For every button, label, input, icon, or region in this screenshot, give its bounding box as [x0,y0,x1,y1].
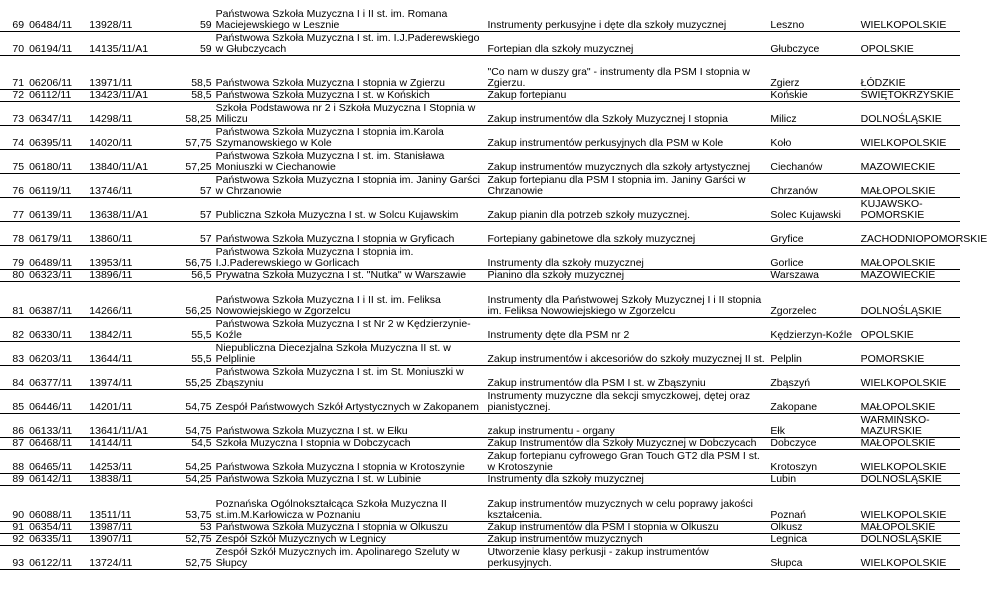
school-name-cell: Zespół Państwowych Szkół Artystycznych w Zakopanem [215,401,479,413]
file-signature-cell: 13724/11 [89,557,133,569]
task-title-cell: Pianino dla szkoły muzycznej [487,269,625,281]
table-row [0,282,960,318]
row-number-cell: 79 [12,257,25,269]
table-row [0,318,960,342]
score-cell: 57 [199,233,212,245]
task-title-cell: Zakup instrumentów i akcesoriów do szkoły muzycznej II st. [487,353,765,365]
application-number-cell: 06489/11 [29,257,73,269]
task-title-cell: Zakup Instrumentów dla Szkoły Muzycznej w Dobczycach [487,437,757,449]
row-number-cell: 89 [12,473,25,485]
file-signature-cell: 13840/11/A1 [89,161,149,173]
score-cell: 56,5 [191,269,212,281]
task-title-cell: Utworzenie klasy perkusji - zakup instrumentów perkusyjnych. [487,546,709,569]
row-number-cell: 70 [12,42,25,55]
city-cell: Poznań [770,509,806,521]
file-signature-cell: 13842/11 [89,329,133,341]
table-row [0,246,960,270]
score-cell: 54,75 [185,425,212,437]
file-signature-cell: 14144/11 [89,437,133,449]
application-number-cell: 06119/11 [29,185,72,197]
score-cell: 59 [199,18,212,31]
row-number-cell: 81 [12,305,25,317]
row-number-cell: 90 [12,509,25,521]
score-cell: 57 [199,209,212,221]
score-cell: 53 [199,521,212,533]
file-signature-cell: 13838/11 [89,473,133,485]
row-number-cell: 71 [12,77,25,89]
voivodeship-cell: ŚWIĘTOKRZYSKIE [860,89,954,101]
voivodeship-cell: MAZOWIECKIE [860,269,936,281]
application-number-cell: 06133/11 [29,425,73,437]
application-number-cell: 06088/11 [29,509,73,521]
file-signature-cell: 13511/11 [89,509,132,521]
application-number-cell: 06112/11 [29,89,72,101]
school-name-cell: Państwowa Szkoła Muzyczna I stopnia im.Karola Szymanowskiego w Kole [215,126,444,149]
city-cell: Zakopane [770,401,818,413]
table-row [0,390,960,414]
table-row [0,222,960,246]
task-title-cell: Zakup instrumentów dla PSM I stopnia w Olkuszu [487,521,719,533]
row-number-cell: 92 [12,533,25,545]
table-row [0,90,960,102]
task-title-cell: Zakup fortepianu dla PSM I stopnia im. Janiny Garści w Chrzanowie [487,174,746,197]
voivodeship-cell: WIELKOPOLSKIE [860,137,947,149]
table-row [0,534,960,546]
task-title-cell: Zakup fortepianu cyfrowego Gran Touch GT2 dla PSM I st. w Krotoszynie [487,450,760,473]
score-cell: 56,25 [185,305,212,317]
table-row [0,174,960,198]
table-row [0,0,960,31]
city-cell: Dobczyce [770,437,817,449]
file-signature-cell: 14020/11 [89,137,133,149]
table-row [0,522,960,534]
city-cell: Leszno [770,18,805,31]
city-cell: Gorlice [770,257,804,269]
voivodeship-cell: MAŁOPOLSKIE [860,185,936,197]
score-cell: 57,25 [185,161,212,173]
voivodeship-cell: MAŁOPOLSKIE [860,437,936,449]
city-cell: Zbąszyń [770,377,811,389]
school-name-cell: Państwowa Szkoła Muzyczna I stopnia w Gryficach [215,233,455,245]
application-number-cell: 06122/11 [29,557,73,569]
application-number-cell: 06387/11 [29,305,73,317]
table-row [0,366,960,390]
spacer-cell [0,55,960,67]
city-cell: Kędzierzyn-Koźle [770,329,853,341]
task-title-cell: Zakup instrumentów dla PSM I st. w Zbąszyniu [487,377,706,389]
school-name-cell: Państwowa Szkoła Muzyczna I st. im. Stanisława Moniuszki w Ciechanowie [215,150,445,173]
row-number-cell: 84 [12,377,25,389]
score-cell: 54,75 [185,401,212,413]
city-cell: Warszawa [770,269,819,281]
application-number-cell: 06377/11 [29,377,73,389]
school-name-cell: Zespół Szkół Muzycznych w Legnicy [215,533,387,545]
application-number-cell: 06354/11 [29,521,73,533]
file-signature-cell: 13638/11/A1 [89,209,149,221]
application-number-cell: 06335/11 [29,533,73,545]
city-cell: Koło [770,137,792,149]
score-cell: 55,5 [191,353,212,365]
voivodeship-cell: DOLNOŚLĄSKIE [860,533,942,545]
school-name-cell: Niepubliczna Diecezjalna Szkoła Muzyczna II st. w Pelplinie [215,342,451,365]
file-signature-cell: 13928/11 [89,18,133,31]
application-number-cell: 06139/11 [29,209,73,221]
school-name-cell: Państwowa Szkoła Muzyczna I stopnia w Olkuszu [215,521,448,533]
school-name-cell: Państwowa Szkoła Muzyczna I st. w Końskich [215,89,430,101]
city-cell: Głubczyce [770,42,820,55]
task-title-cell: Zakup fortepianu [487,89,567,101]
voivodeship-cell: MAŁOPOLSKIE [860,401,936,413]
row-number-cell: 73 [12,113,25,125]
file-signature-cell: 13907/11 [89,533,133,545]
voivodeship-cell: ZACHODNIOPOMORSKIE [860,233,987,245]
task-title-cell: Instrumenty dla szkoły muzycznej [487,473,644,485]
file-signature-cell: 13987/11 [89,521,133,533]
spacer-row [0,55,960,67]
school-name-cell: Państwowa Szkoła Muzyczna I stopnia im. I.J.Paderewskiego w Gorlicach [215,246,414,269]
score-cell: 58,25 [185,113,212,125]
file-signature-cell: 13896/11 [89,269,133,281]
city-cell: Zgorzelec [770,305,817,317]
city-cell: Legnica [770,533,808,545]
voivodeship-cell: DOLNOŚLĄSKIE [860,473,942,485]
school-name-cell: Państwowa Szkoła Muzyczna I stopnia im. Janiny Garści w Chrzanowie [215,174,480,197]
voivodeship-cell: WIELKOPOLSKIE [860,18,947,31]
city-cell: Słupca [770,557,803,569]
task-title-cell: Zakup instrumentów muzycznych w celu poprawy jakości kształcenia. [487,498,754,521]
task-title-cell: zakup instrumentu - organy [487,425,615,437]
row-number-cell: 93 [12,557,25,569]
application-number-cell: 06446/11 [29,401,73,413]
school-name-cell: Państwowa Szkoła Muzyczna I st. w Ełku [215,425,408,437]
row-number-cell: 91 [12,521,25,533]
application-number-cell: 06142/11 [29,473,73,485]
score-cell: 54,25 [185,473,212,485]
application-number-cell: 06468/11 [29,437,73,449]
voivodeship-cell: WIELKOPOLSKIE [860,509,947,521]
task-title-cell: Zakup instrumentów perkusyjnych dla PSM w Kole [487,137,724,149]
file-signature-cell: 13641/11/A1 [89,425,149,437]
voivodeship-cell: MAZOWIECKIE [860,161,936,173]
file-signature-cell: 13974/11 [89,377,133,389]
voivodeship-cell: KUJAWSKO-POMORSKIE [860,198,925,221]
school-name-cell: Państwowa Szkoła Muzyczna I i II st. im. Feliksa Nowowiejskiego w Zgorzelcu [215,294,441,317]
city-cell: Milicz [770,113,797,125]
file-signature-cell: 13644/11 [89,353,133,365]
task-title-cell: Instrumenty dęte dla PSM nr 2 [487,329,630,341]
city-cell: Końskie [770,89,808,101]
table-row [0,102,960,126]
task-title-cell: Zakup pianin dla potrzeb szkoły muzycznej. [487,209,690,221]
city-cell: Ciechanów [770,161,823,173]
application-number-cell: 06206/11 [29,77,73,89]
school-name-cell: Publiczna Szkoła Muzyczna I st. w Solcu Kujawskim [215,209,459,221]
application-number-cell: 06179/11 [29,233,73,245]
row-number-cell: 72 [12,89,25,101]
school-name-cell: Państwowa Szkoła Muzyczna I st. w Lubinie [215,473,422,485]
score-cell: 57 [199,185,212,197]
table-row [0,126,960,150]
application-number-cell: 06180/11 [29,161,73,173]
row-number-cell: 83 [12,353,25,365]
city-cell: Lubin [770,473,797,485]
row-number-cell: 88 [12,461,25,473]
score-cell: 55,25 [185,377,212,389]
task-title-cell: Zakup instrumentów muzycznych [487,533,643,545]
voivodeship-cell: OPOLSKIE [860,329,914,341]
task-title-cell: Instrumenty dla szkoły muzycznej [487,257,644,269]
task-title-cell: "Co nam w duszy gra" - instrumenty dla PSM I stopnia w Zgierzu. [487,66,750,89]
application-number-cell: 06347/11 [29,113,73,125]
table-row [0,198,960,222]
voivodeship-cell: WARMIŃSKO-MAZURSKIE [860,414,930,437]
row-number-cell: 80 [12,269,25,281]
file-signature-cell: 13860/11 [89,233,133,245]
score-cell: 54,5 [191,437,212,449]
task-title-cell: Fortepian dla szkoły muzycznej [487,42,634,55]
task-title-cell: Zakup instrumentów dla Szkoły Muzycznej I stopnia [487,113,728,125]
voivodeship-cell: DOLNOŚLĄSKIE [860,113,942,125]
school-name-cell: Państwowa Szkoła Muzyczna I i II st. im. Romana Maciejewskiego w Lesznie [215,7,448,31]
row-number-cell: 69 [12,18,25,31]
table-row [0,450,960,474]
city-cell: Gryfice [770,233,804,245]
school-name-cell: Zespół Szkół Muzycznych im. Apolinarego Szeluty w Słupcy [215,546,460,569]
table-row [0,438,960,450]
score-cell: 55,5 [191,329,212,341]
row-number-cell: 85 [12,401,25,413]
score-cell: 52,75 [185,533,212,545]
table-row [0,486,960,522]
task-title-cell: Instrumenty perkusyjne i dęte dla szkoły muzycznej [487,18,727,31]
file-signature-cell: 14201/11 [89,401,133,413]
table-row [0,31,960,55]
file-signature-cell: 13971/11 [89,77,133,89]
voivodeship-cell: WIELKOPOLSKIE [860,557,947,569]
row-number-cell: 77 [12,209,25,221]
city-cell: Solec Kujawski [770,209,841,221]
task-title-cell: Instrumenty dla Państwowej Szkoły Muzycznej I i II stopnia im. Feliksa Nowowiejskiego w Zgorzelcu [487,294,762,317]
school-name-cell: Prywatna Szkoła Muzyczna I st. "Nutka" w Warszawie [215,269,467,281]
row-number-cell: 82 [12,329,25,341]
school-name-cell: Poznańska Ogólnokształcąca Szkoła Muzyczna II st.im.M.Karłowicza w Poznaniu [215,498,447,521]
voivodeship-cell: MAŁOPOLSKIE [860,257,936,269]
file-signature-cell: 14298/11 [89,113,133,125]
task-title-cell: Instrumenty muzyczne dla sekcji smyczkowej, dętej oraz pianistycznej. [487,390,751,413]
city-cell: Ełk [770,425,785,437]
city-cell: Chrzanów [770,185,818,197]
school-name-cell: Państwowa Szkoła Muzyczna I stopnia w Krotoszynie [215,461,465,473]
score-cell: 57,75 [185,137,212,149]
application-number-cell: 06465/11 [29,461,73,473]
voivodeship-cell: MAŁOPOLSKIE [860,521,936,533]
score-cell: 56,75 [185,257,212,269]
application-number-cell: 06395/11 [29,137,73,149]
school-name-cell: Państwowa Szkoła Muzyczna I st. im. I.J.Paderewskiego w Głubczycach [215,31,480,55]
row-number-cell: 78 [12,233,25,245]
file-signature-cell: 14135/11/A1 [89,42,149,55]
table-row [0,342,960,366]
task-title-cell: Zakup instrumentów muzycznych dla szkoły artystycznej [487,161,751,173]
row-number-cell: 87 [12,437,25,449]
school-name-cell: Państwowa Szkoła Muzyczna I st Nr 2 w Kędzierzynie-Koźle [215,318,471,341]
row-number-cell: 75 [12,161,25,173]
voivodeship-cell: DOLNOŚLĄSKIE [860,305,942,317]
school-name-cell: Państwowa Szkoła Muzyczna I stopnia w Zgierzu [215,77,445,89]
school-name-cell: Państwowa Szkoła Muzyczna I st. im St. Moniuszki w Zbąszyniu [215,366,464,389]
table-row [0,414,960,438]
city-cell: Krotoszyn [770,461,818,473]
application-number-cell: 06484/11 [29,18,73,31]
file-signature-cell: 13746/11 [89,185,133,197]
table-row [0,270,960,282]
table-row [0,474,960,486]
score-cell: 58,5 [191,77,212,89]
file-signature-cell: 13953/11 [89,257,133,269]
file-signature-cell: 13423/11/A1 [89,89,149,101]
score-cell: 53,75 [185,509,212,521]
voivodeship-cell: OPOLSKIE [860,42,914,55]
voivodeship-cell: POMORSKIE [860,353,925,365]
score-cell: 58,5 [191,89,212,101]
application-number-cell: 06323/11 [29,269,73,281]
table-row [0,67,960,90]
score-cell: 59 [199,42,212,55]
score-cell: 54,25 [185,461,212,473]
task-title-cell: Fortepiany gabinetowe dla szkoły muzycznej [487,233,696,245]
score-cell: 52,75 [185,557,212,569]
row-number-cell: 86 [12,425,25,437]
file-signature-cell: 14253/11 [89,461,133,473]
school-name-cell: Szkoła Podstawowa nr 2 i Szkoła Muzyczna I Stopnia w Miliczu [215,102,476,125]
voivodeship-cell: WIELKOPOLSKIE [860,377,947,389]
table-row [0,546,960,570]
city-cell: Olkusz [770,521,803,533]
row-number-cell: 74 [12,137,25,149]
table-row [0,150,960,174]
application-number-cell: 06330/11 [29,329,73,341]
city-cell: Zgierz [770,77,800,89]
application-number-cell: 06203/11 [29,353,73,365]
city-cell: Pelplin [770,353,802,365]
school-name-cell: Szkoła Muzyczna I stopnia w Dobczycach [215,437,411,449]
row-number-cell: 76 [12,185,25,197]
voivodeship-cell: ŁÓDZKIE [860,77,906,89]
file-signature-cell: 14266/11 [89,305,133,317]
application-number-cell: 06194/11 [29,42,73,55]
voivodeship-cell: WIELKOPOLSKIE [860,461,947,473]
